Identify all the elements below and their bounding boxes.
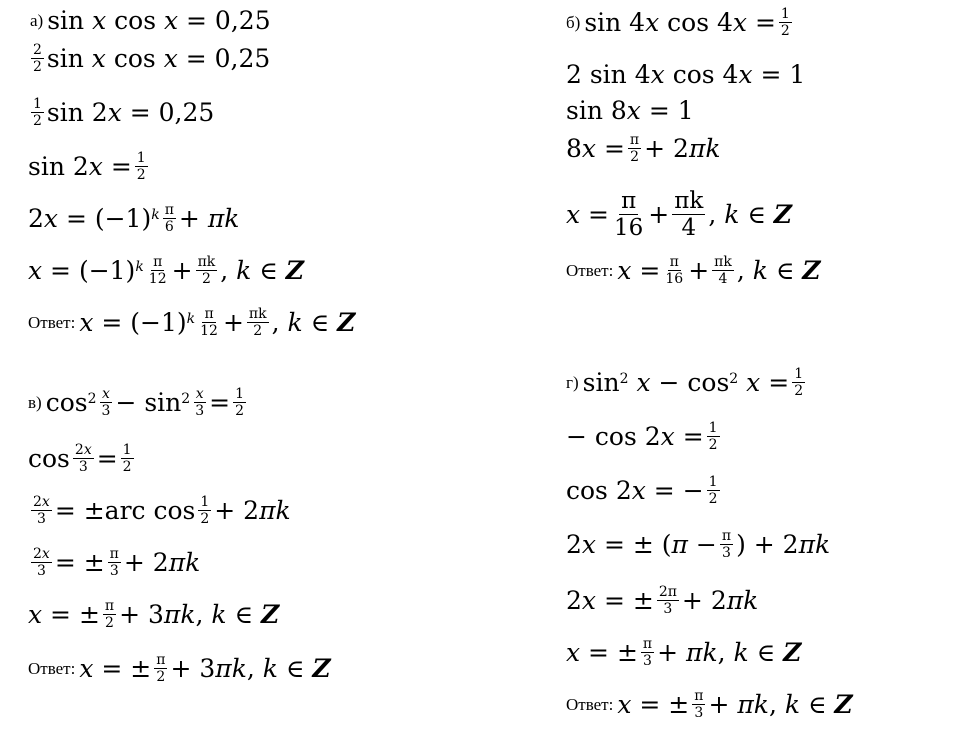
answer-label: Ответ: [28,313,76,333]
fraction: $\frac{1}{2}$ [780,6,790,40]
eq-g-6: x = ± $\frac{\pi}{3}$ + πk, k ∈ Z [566,636,802,670]
fraction: $\frac{x}{3}$ [195,386,205,420]
fraction: $\frac{\pi}{16}$ [665,254,684,288]
eq-v-5: x = ± $\frac{\pi}{2}$ + 3πk, k ∈ Z [28,598,280,632]
fraction: $\frac{2x}{3}$ [74,442,92,476]
fraction: $\frac{1}{2}$ [33,96,42,130]
fraction: $\frac{\pi}{2}$ [629,132,640,166]
fraction: $\frac{\pi}{6}$ [164,202,174,236]
answer-label: Ответ: [566,261,614,281]
fraction: $\frac{1}{2}$ [200,494,210,528]
fraction: $\frac{2x}{3}$ [33,546,50,580]
eq-b-1: б) sin 4x cos 4x = $\frac{1}{2}$ [566,6,790,40]
label-a: а) [30,11,44,30]
fraction: $\frac{\pi}{2}$ [156,652,166,686]
eq-b-3: sin 8x = 1 [566,96,694,125]
fraction: $\frac{\pi}{3}$ [642,636,653,670]
eq-b-2: 2 sin 4x cos 4x = 1 [566,60,806,89]
fraction: $\frac{2}{2}$ [33,42,42,76]
eq-g-3: cos 2x = − $\frac{1}{2}$ [566,474,718,508]
eq-v-3: $\frac{2x}{3}$ = ±arc cos $\frac{1}{2}$ + 2πk [33,494,291,528]
eq-a-3: $\frac{1}{2}$ sin 2x = 0,25 [33,96,215,130]
eq-a-2: $\frac{2}{2}$ sin x cos x = 0,25 [33,42,271,76]
answer-g: Ответ: x = ± $\frac{\pi}{3}$ + πk, k ∈ Z [566,688,853,722]
fraction: $\frac{\pi k}{4}$ [674,188,704,242]
fraction: $\frac{1}{2}$ [708,474,718,508]
label-g: г) [566,373,579,393]
fraction: $\frac{x}{3}$ [101,386,111,420]
fraction: $\frac{\pi k}{2}$ [248,306,267,340]
eq-a-1: а) sin x cos x = 0,25 [30,6,271,35]
label-v: в) [28,393,42,413]
fraction: $\frac{\pi k}{2}$ [197,254,216,288]
answer-v: Ответ: x = ± $\frac{\pi}{2}$ + 3πk, k ∈ Z [28,652,331,686]
fraction: $\frac{1}{2}$ [794,366,804,400]
eq-v-1: в) $\cos^2$ $\frac{x}{3}$ − $\sin^2$ $\frac{x}{3}$ = $\frac{1}{2}$ [28,386,244,420]
answer-label: Ответ: [566,695,614,715]
fraction: $\frac{1}{2}$ [136,150,146,184]
fraction: $\frac{\pi}{3}$ [721,528,732,562]
fraction: $\frac{1}{2}$ [708,420,718,454]
eq-b-5: x = $\frac{\pi}{16}$ + $\frac{\pi k}{4}$ , k ∈ Z [566,188,793,242]
fraction: $\frac{1}{2}$ [122,442,132,476]
label-b: б) [566,13,581,33]
eq-g-5: 2x = ± $\frac{2\pi}{3}$ + 2πk [566,584,759,618]
fraction: $\frac{\pi}{3}$ [109,546,119,580]
eq-v-2: cos $\frac{2x}{3}$ = $\frac{1}{2}$ [28,442,132,476]
fraction: $\frac{\pi k}{4}$ [714,254,732,288]
eq-g-2: − cos 2x = $\frac{1}{2}$ [566,420,718,454]
answer-label: Ответ: [28,659,76,679]
eq-a-5: $2x = (-1)^k$ $\frac{\pi}{6}$ + πk [28,202,240,236]
fraction: $\frac{\pi}{2}$ [104,598,115,632]
answer-a: Ответ: $x = (-1)^k$ $\frac{\pi}{12}$ + $\frac{\pi k}{2}$ , k ∈ Z [28,306,356,340]
eq-g-1: г) $\sin^2 x - \cos^2 x$ = $\frac{1}{2}$ [566,366,804,400]
fraction: $\frac{1}{2}$ [235,386,244,420]
answer-b: Ответ: x = $\frac{\pi}{16}$ + $\frac{\pi k}{4}$ , k ∈ Z [566,254,821,288]
fraction: $\frac{\pi}{16}$ [614,188,644,242]
fraction: $\frac{2x}{3}$ [33,494,50,528]
fraction: $\frac{\pi}{3}$ [694,688,704,722]
fraction: $\frac{\pi}{12}$ [200,306,218,340]
eq-g-4: 2x = ± (π − $\frac{\pi}{3}$ ) + 2πk [566,528,831,562]
eq-b-4: 8x = $\frac{\pi}{2}$ + 2πk [566,132,721,166]
fraction: $\frac{\pi}{12}$ [148,254,167,288]
eq-a-6: $x = (-1)^k$ $\frac{\pi}{12}$ + $\frac{\pi k}{2}$ , k ∈ Z [28,254,304,288]
eq-v-4: $\frac{2x}{3}$ = ± $\frac{\pi}{3}$ + 2πk [33,546,201,580]
fraction: $\frac{2\pi}{3}$ [658,584,677,618]
eq-a-4: sin 2x = $\frac{1}{2}$ [28,150,146,184]
